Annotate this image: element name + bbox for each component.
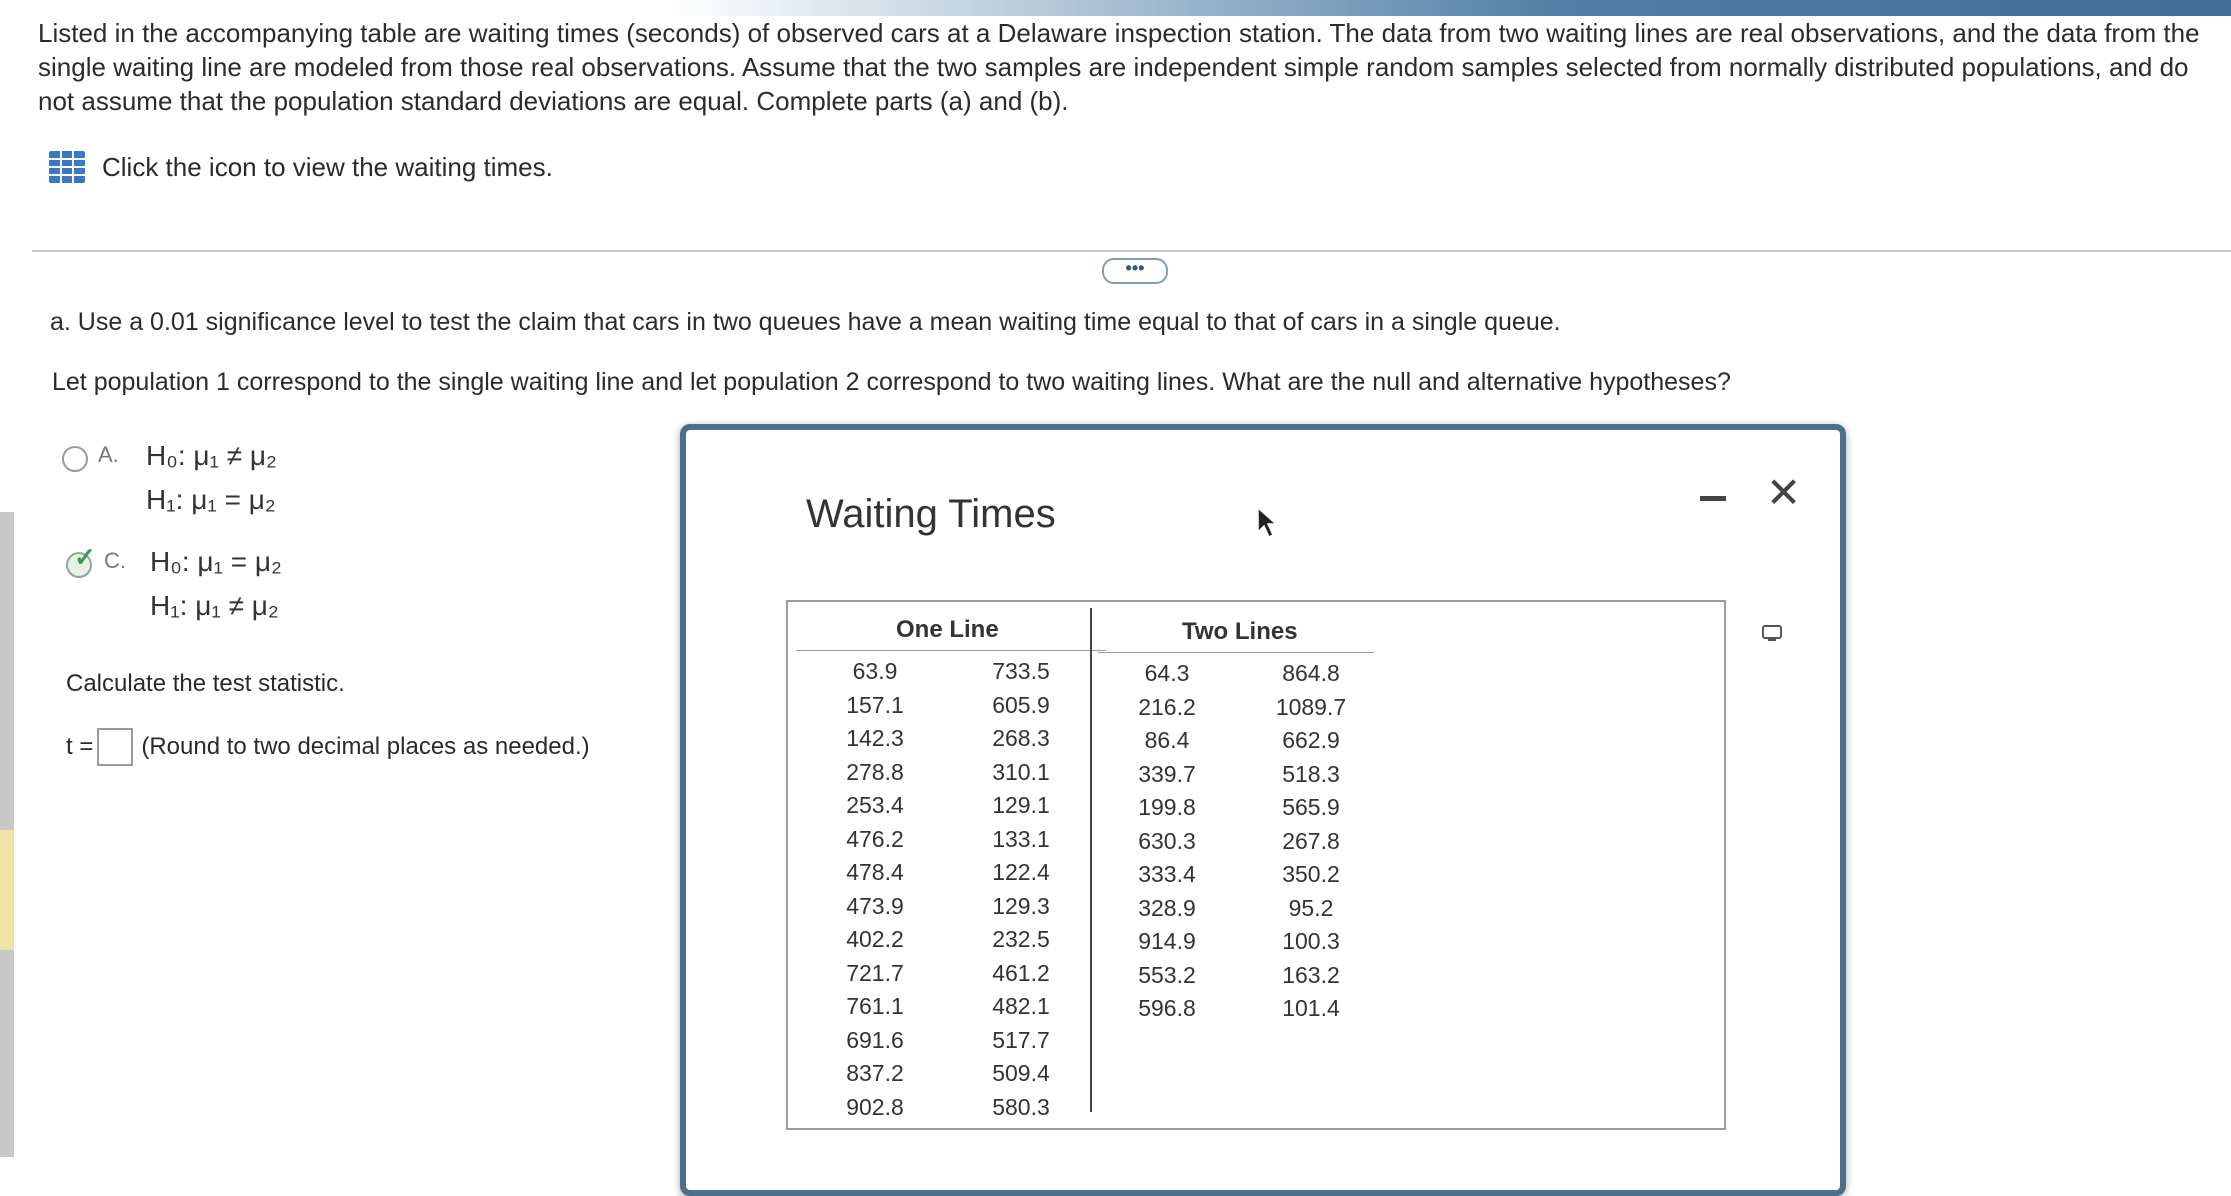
section-divider	[32, 250, 2231, 252]
two-lines-col2-cell: 350.2	[1282, 861, 1340, 887]
question-part-a: a. Use a 0.01 significance level to test the claim that cars in two queues have a mean waiting time equal to that of cars in a single queue.	[50, 308, 1561, 336]
t-answer-input[interactable]	[97, 728, 133, 766]
two-lines-col2-cell: 662.9	[1282, 727, 1340, 753]
one-line-col2-cell: 509.4	[992, 1060, 1050, 1086]
one-line-col1-cell: 473.9	[846, 892, 904, 919]
table-grid-icon[interactable]	[48, 150, 86, 184]
two-lines-col1-cell: 216.2	[1138, 693, 1196, 720]
waiting-times-popup	[680, 424, 1846, 1196]
copy-icon[interactable]	[1762, 625, 1784, 643]
option-a-radio[interactable]	[62, 446, 88, 472]
one-line-col2-cell: 232.5	[992, 926, 1050, 952]
two-lines-col1-cell: 333.4	[1138, 861, 1196, 887]
one-line-col1-cell: 902.8	[846, 1093, 904, 1120]
two-lines-col1-cell: 630.3	[1138, 827, 1196, 854]
header-one-line: One Line	[896, 616, 999, 643]
popup-title: Waiting Times	[806, 492, 1056, 536]
one-line-col2-cell: 517.7	[992, 1026, 1050, 1053]
calculate-prompt: Calculate the test statistic.	[66, 670, 345, 697]
two-lines-col2-cell: 163.2	[1282, 961, 1340, 988]
t-label: t =	[66, 733, 94, 760]
t-statistic-row	[66, 728, 590, 766]
one-line-col1-cell: 476.2	[846, 825, 904, 852]
two-lines-col2-cell: 518.3	[1282, 760, 1340, 787]
two-lines-col1-cell: 199.8	[1138, 794, 1196, 820]
header-underline-one	[796, 650, 1106, 651]
data-link-label[interactable]: Click the icon to view the waiting times.	[102, 151, 553, 182]
one-line-col1-cell: 721.7	[846, 959, 904, 986]
one-line-col2-cell: 580.3	[992, 1093, 1050, 1120]
one-line-col1-cell: 157.1	[846, 691, 904, 718]
one-line-col2-cell: 129.1	[992, 792, 1050, 818]
top-bar	[0, 0, 2231, 16]
one-line-col2-cell: 133.1	[992, 825, 1050, 852]
one-line-col2-cell: 129.3	[992, 892, 1050, 919]
left-accent-bar	[0, 830, 14, 950]
close-icon[interactable]: ✕	[1766, 469, 1802, 516]
two-lines-col1-cell: 328.9	[1138, 894, 1196, 921]
checkmark-icon: ✓	[74, 542, 96, 572]
rounding-hint: (Round to two decimal places as needed.)	[141, 733, 590, 760]
one-line-col1-cell: 253.4	[846, 792, 904, 818]
one-line-col2-cell: 482.1	[992, 993, 1050, 1019]
two-lines-col1-cell: 553.2	[1138, 961, 1196, 988]
two-lines-col1-cell: 339.7	[1138, 760, 1196, 787]
two-lines-col2-cell: 101.4	[1282, 995, 1340, 1021]
two-lines-col2-cell: 100.3	[1282, 928, 1340, 954]
mouse-cursor-icon	[1256, 506, 1280, 540]
waiting-times-table	[786, 600, 1726, 1130]
one-line-col1-cell: 837.2	[846, 1060, 904, 1086]
option-c-h1: H₁: μ₁ ≠ μ₂	[150, 590, 279, 621]
one-line-col2-cell: 122.4	[992, 859, 1050, 885]
one-line-col1-cell: 761.1	[846, 993, 904, 1019]
question-populations: Let population 1 correspond to the single waiting line and let population 2 correspond to two waiting lines. What are the null and alternative hypotheses?	[52, 368, 1731, 396]
one-line-col2-cell: 461.2	[992, 959, 1050, 986]
option-c-h0: H₀: μ₁ = μ₂	[150, 546, 282, 577]
minimize-icon[interactable]	[1700, 496, 1726, 501]
option-a-h1: H₁: μ₁ = μ₂	[146, 484, 276, 515]
problem-intro: Listed in the accompanying table are waiting times (seconds) of observed cars at a Delaware inspection station. The data from two waiting lines are real observations, and the data from the single waiting line are modeled from those real observations. Assume that the two samples are independent simple random samples selected from normally distributed populations, and do not assume that the population standard deviations are equal. Complete parts (a) and (b).	[38, 18, 2200, 116]
option-a-h0: H₀: μ₁ ≠ μ₂	[146, 440, 277, 471]
expand-more-button[interactable]: •••	[1102, 258, 1168, 284]
two-lines-col2-cell: 267.8	[1282, 827, 1340, 854]
one-line-col1-cell: 63.9	[852, 658, 898, 684]
one-line-col1-cell: 478.4	[846, 859, 904, 885]
one-line-col1-cell: 402.2	[846, 926, 904, 952]
two-lines-col1-cell: 596.8	[1138, 995, 1196, 1021]
option-c-letter: C.	[104, 548, 126, 573]
one-line-col2-cell: 733.5	[992, 658, 1050, 684]
one-line-col2-cell: 605.9	[992, 691, 1050, 718]
two-lines-col1-cell: 86.4	[1144, 727, 1190, 753]
one-line-col1-cell: 691.6	[846, 1026, 904, 1053]
one-line-col2-cell: 310.1	[992, 758, 1050, 785]
option-a-letter: A.	[98, 442, 119, 467]
header-two-lines: Two Lines	[1182, 618, 1298, 645]
two-lines-col2-cell: 565.9	[1282, 794, 1340, 820]
data-link[interactable]	[48, 150, 553, 184]
header-underline-two	[1098, 652, 1374, 653]
one-line-col1-cell: 142.3	[846, 725, 904, 751]
two-lines-col1-cell: 914.9	[1138, 928, 1196, 954]
two-lines-col2-cell: 1089.7	[1275, 693, 1347, 720]
two-lines-col1-cell: 64.3	[1144, 660, 1190, 686]
column-separator	[1090, 608, 1092, 1112]
one-line-col2-cell: 268.3	[992, 725, 1050, 751]
two-lines-col2-cell: 95.2	[1288, 894, 1334, 921]
one-line-col1-cell: 278.8	[846, 758, 904, 785]
two-lines-col2-cell: 864.8	[1282, 660, 1340, 686]
